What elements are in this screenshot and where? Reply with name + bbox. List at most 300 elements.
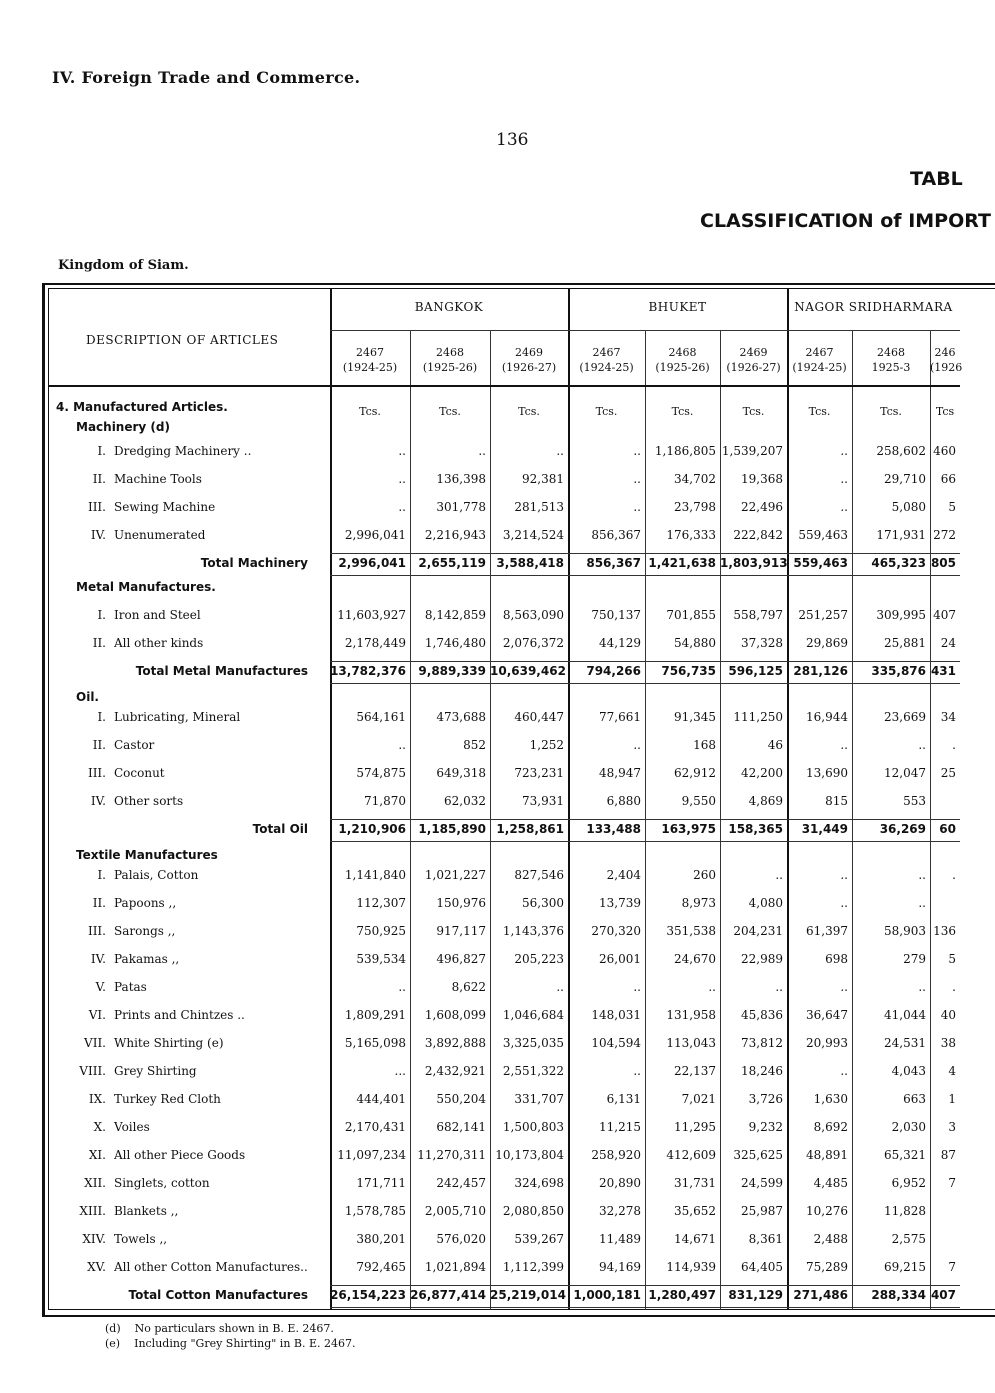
year-range: (1925-26) bbox=[655, 361, 710, 374]
row-label bbox=[74, 472, 202, 486]
value-cell: 148,031 bbox=[591, 1008, 641, 1022]
value-cell: .. bbox=[775, 868, 783, 882]
value-cell: 77,661 bbox=[599, 710, 641, 724]
value-cell: 205,223 bbox=[514, 952, 564, 966]
value-cell: .. bbox=[478, 444, 486, 458]
value-cell: 553 bbox=[903, 794, 926, 808]
value-cell: 380,201 bbox=[356, 1232, 406, 1246]
row-number: IV. bbox=[90, 952, 106, 966]
total-cell: 36,269 bbox=[879, 822, 926, 836]
value-cell: 24,531 bbox=[884, 1036, 926, 1050]
value-cell: 792,465 bbox=[356, 1260, 406, 1274]
row-number: I. bbox=[97, 444, 106, 458]
row-number: XIII. bbox=[79, 1204, 106, 1218]
value-cell: 682,141 bbox=[436, 1120, 486, 1134]
row-label bbox=[74, 528, 205, 542]
value-cell: 2,030 bbox=[891, 1120, 926, 1134]
group-header: NAGOR SRIDHARMARA bbox=[794, 300, 953, 314]
value-cell: 11,097,234 bbox=[337, 1148, 406, 1162]
value-cell: 40 bbox=[940, 1008, 956, 1022]
total-cell: 1,185,890 bbox=[418, 822, 486, 836]
total-rule bbox=[330, 1307, 960, 1308]
total-cell: 288,334 bbox=[871, 1288, 926, 1302]
year-header bbox=[568, 345, 645, 375]
value-cell: 35,652 bbox=[674, 1204, 716, 1218]
year-header bbox=[645, 345, 720, 375]
value-cell: 351,538 bbox=[666, 924, 716, 938]
year-range: 1925-3 bbox=[871, 361, 911, 374]
value-cell: 473,688 bbox=[436, 710, 486, 724]
total-cell: 26,154,223 bbox=[330, 1288, 406, 1302]
total-cell: 831,129 bbox=[728, 1288, 783, 1302]
value-cell: 1,578,785 bbox=[344, 1204, 406, 1218]
row-label bbox=[74, 924, 175, 938]
row-text: Other sorts bbox=[114, 794, 184, 808]
row-text: Patas bbox=[114, 980, 147, 994]
row-text: Voiles bbox=[114, 1120, 150, 1134]
total-cell: 9,889,339 bbox=[418, 664, 486, 678]
value-cell: 1,252 bbox=[529, 738, 564, 752]
value-cell: 260 bbox=[693, 868, 716, 882]
value-cell: 24,599 bbox=[741, 1176, 783, 1190]
value-cell: 2,488 bbox=[813, 1232, 848, 1246]
row-text: Lubricating, Mineral bbox=[114, 710, 241, 724]
value-cell: .. bbox=[840, 980, 848, 994]
value-cell: 10,276 bbox=[806, 1204, 848, 1218]
year-label: 2469 bbox=[515, 346, 543, 359]
year-range: (1924-25) bbox=[579, 361, 634, 374]
value-cell: 701,855 bbox=[666, 608, 716, 622]
value-cell: 301,778 bbox=[436, 500, 486, 514]
value-cell: . bbox=[952, 980, 956, 994]
value-cell: 48,947 bbox=[599, 766, 641, 780]
description-header: DESCRIPTION OF ARTICLES bbox=[86, 333, 279, 347]
value-cell: .. bbox=[840, 896, 848, 910]
value-cell: 45,836 bbox=[741, 1008, 783, 1022]
value-cell: 1,809,291 bbox=[344, 1008, 406, 1022]
value-cell: 3,892,888 bbox=[424, 1036, 486, 1050]
year-label: 2469 bbox=[739, 346, 768, 359]
value-cell: 750,925 bbox=[356, 924, 406, 938]
row-label bbox=[74, 896, 176, 910]
row-text: Sewing Machine bbox=[114, 500, 216, 514]
category-label: Oil. bbox=[76, 690, 99, 704]
row-number: VII. bbox=[84, 1036, 106, 1050]
value-cell: 325,625 bbox=[733, 1148, 783, 1162]
year-label: 2467 bbox=[592, 346, 621, 359]
value-cell: 16,944 bbox=[806, 710, 848, 724]
value-cell: 10,173,804 bbox=[495, 1148, 564, 1162]
row-number: V. bbox=[95, 980, 106, 994]
value-cell: 91,345 bbox=[674, 710, 716, 724]
value-cell: 62,032 bbox=[444, 794, 486, 808]
value-cell: 576,020 bbox=[436, 1232, 486, 1246]
value-cell: .. bbox=[840, 472, 848, 486]
unit-label: Tcs. bbox=[880, 405, 902, 418]
year-label: 2467 bbox=[356, 346, 384, 359]
total-rule bbox=[330, 819, 960, 820]
value-cell: 815 bbox=[825, 794, 848, 808]
value-cell: 29,869 bbox=[806, 636, 848, 650]
value-cell: 11,828 bbox=[884, 1204, 926, 1218]
value-cell: 75,289 bbox=[806, 1260, 848, 1274]
total-cell: 271,486 bbox=[793, 1288, 848, 1302]
total-cell: 10,639,462 bbox=[490, 664, 566, 678]
value-cell: 136,398 bbox=[436, 472, 486, 486]
row-label bbox=[74, 1036, 224, 1050]
value-cell: .. bbox=[633, 738, 641, 752]
row-number: I. bbox=[97, 710, 106, 724]
value-cell: 111,250 bbox=[733, 710, 783, 724]
row-number: II. bbox=[92, 472, 106, 486]
value-cell: 1,500,803 bbox=[502, 1120, 564, 1134]
row-text: Palais, Cotton bbox=[114, 868, 199, 882]
value-cell: 136 bbox=[933, 924, 956, 938]
value-cell: 331,707 bbox=[514, 1092, 564, 1106]
value-cell: 24 bbox=[940, 636, 956, 650]
row-number: IV. bbox=[90, 794, 106, 808]
row-text: Grey Shirting bbox=[114, 1064, 197, 1078]
value-cell: 8,142,859 bbox=[424, 608, 486, 622]
value-cell: 856,367 bbox=[591, 528, 641, 542]
row-label bbox=[74, 444, 251, 458]
year-label: 246 bbox=[934, 346, 956, 359]
value-cell: 258,602 bbox=[876, 444, 926, 458]
value-cell: 20,993 bbox=[806, 1036, 848, 1050]
value-cell: 20,890 bbox=[599, 1176, 641, 1190]
total-cell: 756,735 bbox=[661, 664, 716, 678]
total-cell: 407 bbox=[930, 1288, 956, 1302]
value-cell: 26,001 bbox=[599, 952, 641, 966]
value-cell: .. bbox=[398, 472, 406, 486]
value-cell: 412,609 bbox=[666, 1148, 716, 1162]
value-cell: 279 bbox=[903, 952, 926, 966]
row-label bbox=[74, 794, 183, 808]
value-cell: 539,267 bbox=[514, 1232, 564, 1246]
value-cell: 559,463 bbox=[798, 528, 848, 542]
value-cell: 66 bbox=[940, 472, 956, 486]
total-cell: 1,280,497 bbox=[648, 1288, 716, 1302]
footnote-text: Including "Grey Shirting" in B. E. 2467. bbox=[134, 1337, 356, 1350]
unit-label: Tcs. bbox=[595, 405, 618, 418]
row-text: All other Piece Goods bbox=[114, 1148, 246, 1162]
total-rule bbox=[330, 661, 960, 662]
category-label: Textile Manufactures bbox=[76, 848, 218, 862]
row-number: II. bbox=[92, 896, 106, 910]
value-cell: 11,215 bbox=[599, 1120, 641, 1134]
value-cell: 11,270,311 bbox=[417, 1148, 486, 1162]
value-cell: 4,043 bbox=[891, 1064, 926, 1078]
row-text: All other kinds bbox=[114, 636, 204, 650]
total-label: Total Oil bbox=[252, 822, 308, 836]
value-cell: ... bbox=[394, 1064, 406, 1078]
value-cell: 1,021,894 bbox=[424, 1260, 486, 1274]
value-cell: 574,875 bbox=[356, 766, 406, 780]
year-range: (1924-25) bbox=[342, 361, 398, 374]
row-number: IV. bbox=[90, 528, 106, 542]
row-label bbox=[74, 1092, 221, 1106]
total-cell: 3,588,418 bbox=[496, 556, 564, 570]
year-range: (1926 bbox=[930, 361, 963, 374]
value-cell: .. bbox=[398, 980, 406, 994]
year-range: (1924-25) bbox=[792, 361, 847, 374]
row-label bbox=[74, 608, 201, 622]
value-cell: 2,404 bbox=[606, 868, 641, 882]
total-cell: 1,421,638 bbox=[648, 556, 716, 570]
value-cell: .. bbox=[633, 980, 641, 994]
value-cell: 7,021 bbox=[681, 1092, 716, 1106]
row-label bbox=[74, 952, 179, 966]
value-cell: 1,186,805 bbox=[654, 444, 716, 458]
value-cell: 171,931 bbox=[876, 528, 926, 542]
value-cell: 204,231 bbox=[733, 924, 783, 938]
value-cell: 25 bbox=[940, 766, 956, 780]
value-cell: 1,141,840 bbox=[344, 868, 406, 882]
total-cell: 794,266 bbox=[586, 664, 641, 678]
row-label bbox=[74, 1260, 308, 1274]
total-cell: 431 bbox=[930, 664, 956, 678]
total-cell: 25,219,014 bbox=[490, 1288, 566, 1302]
value-cell: 9,232 bbox=[748, 1120, 783, 1134]
value-cell: 2,005,710 bbox=[424, 1204, 486, 1218]
value-cell: .. bbox=[918, 738, 926, 752]
value-cell: 13,690 bbox=[806, 766, 848, 780]
value-cell: 171,711 bbox=[356, 1176, 406, 1190]
total-cell: 1,210,906 bbox=[338, 822, 406, 836]
classification-title: CLASSIFICATION of IMPORT bbox=[700, 210, 991, 232]
footnote bbox=[105, 1322, 334, 1335]
value-cell: 56,300 bbox=[522, 896, 564, 910]
row-label bbox=[74, 1120, 150, 1134]
value-cell: .. bbox=[633, 1064, 641, 1078]
value-cell: .. bbox=[556, 980, 564, 994]
value-cell: 2,575 bbox=[891, 1232, 926, 1246]
value-cell: 37,328 bbox=[741, 636, 783, 650]
row-label bbox=[74, 1148, 245, 1162]
section-heading: IV. Foreign Trade and Commerce. bbox=[52, 68, 361, 87]
footnote bbox=[105, 1337, 356, 1350]
value-cell: 44,129 bbox=[599, 636, 641, 650]
value-cell: 58,903 bbox=[884, 924, 926, 938]
value-cell: .. bbox=[840, 1064, 848, 1078]
value-cell: 29,710 bbox=[884, 472, 926, 486]
row-number: X. bbox=[93, 1120, 106, 1134]
value-cell: 112,307 bbox=[356, 896, 406, 910]
year-range: (1926-27) bbox=[726, 361, 781, 374]
value-cell: .. bbox=[633, 444, 641, 458]
row-number: III. bbox=[87, 766, 106, 780]
value-cell: 25,881 bbox=[884, 636, 926, 650]
row-label bbox=[74, 1176, 210, 1190]
year-header bbox=[930, 345, 963, 375]
value-cell: 2,996,041 bbox=[344, 528, 406, 542]
value-cell: 104,594 bbox=[591, 1036, 641, 1050]
value-cell: 917,117 bbox=[436, 924, 486, 938]
value-cell: 8,563,090 bbox=[502, 608, 564, 622]
value-cell: 22,137 bbox=[674, 1064, 716, 1078]
row-text: Sarongs ,, bbox=[114, 924, 176, 938]
category-label: Machinery (d) bbox=[76, 420, 170, 434]
value-cell: 2,170,431 bbox=[344, 1120, 406, 1134]
value-cell: 113,043 bbox=[666, 1036, 716, 1050]
row-label bbox=[74, 500, 215, 514]
year-header bbox=[410, 345, 490, 375]
value-cell: 23,669 bbox=[884, 710, 926, 724]
value-cell: 25,987 bbox=[741, 1204, 783, 1218]
year-header bbox=[787, 345, 852, 375]
value-cell: 1,112,399 bbox=[502, 1260, 564, 1274]
row-number: II. bbox=[92, 738, 106, 752]
row-number: I. bbox=[97, 868, 106, 882]
value-cell: 11,295 bbox=[674, 1120, 716, 1134]
total-label: Total Machinery bbox=[200, 556, 308, 570]
header-rule bbox=[330, 330, 960, 331]
value-cell: 61,397 bbox=[806, 924, 848, 938]
value-cell: 11,603,927 bbox=[337, 608, 406, 622]
value-cell: 4,869 bbox=[748, 794, 783, 808]
total-rule bbox=[330, 841, 960, 842]
row-text: Papoons ,, bbox=[114, 896, 177, 910]
total-label: Total Metal Manufactures bbox=[135, 664, 308, 678]
value-cell: 4 bbox=[948, 1064, 956, 1078]
value-cell: 649,318 bbox=[436, 766, 486, 780]
value-cell: 564,161 bbox=[356, 710, 406, 724]
value-cell: 407 bbox=[933, 608, 956, 622]
footnote-text: No particulars shown in B. E. 2467. bbox=[134, 1322, 334, 1335]
value-cell: 496,827 bbox=[436, 952, 486, 966]
row-text: Prints and Chintzes .. bbox=[114, 1008, 245, 1022]
value-cell: 12,047 bbox=[884, 766, 926, 780]
row-text: Turkey Red Cloth bbox=[114, 1092, 221, 1106]
value-cell: 3 bbox=[948, 1120, 956, 1134]
value-cell: 94,169 bbox=[599, 1260, 641, 1274]
value-cell: 4,485 bbox=[813, 1176, 848, 1190]
row-text: All other Cotton Manufactures.. bbox=[114, 1260, 308, 1274]
value-cell: 2,216,943 bbox=[424, 528, 486, 542]
value-cell: 222,842 bbox=[733, 528, 783, 542]
year-header bbox=[490, 345, 568, 375]
footnote-mark: (d) bbox=[105, 1322, 121, 1335]
value-cell: 34 bbox=[940, 710, 956, 724]
total-rule bbox=[330, 575, 960, 576]
value-cell: .. bbox=[840, 738, 848, 752]
value-cell: 242,457 bbox=[436, 1176, 486, 1190]
total-cell: 26,877,414 bbox=[410, 1288, 486, 1302]
row-text: Singlets, cotton bbox=[114, 1176, 210, 1190]
value-cell: 6,131 bbox=[606, 1092, 641, 1106]
unit-label: Tcs. bbox=[439, 405, 461, 418]
value-cell: .. bbox=[840, 500, 848, 514]
total-cell: 281,126 bbox=[793, 664, 848, 678]
value-cell: 9,550 bbox=[681, 794, 716, 808]
row-number: VIII. bbox=[79, 1064, 106, 1078]
row-number: III. bbox=[87, 924, 106, 938]
value-cell: 539,534 bbox=[356, 952, 406, 966]
year-label: 2467 bbox=[805, 346, 834, 359]
value-cell: .. bbox=[840, 868, 848, 882]
value-cell: 62,912 bbox=[674, 766, 716, 780]
value-cell: 4,080 bbox=[748, 896, 783, 910]
value-cell: 558,797 bbox=[733, 608, 783, 622]
value-cell: 550,204 bbox=[436, 1092, 486, 1106]
row-label bbox=[74, 980, 147, 994]
total-cell: 13,782,376 bbox=[330, 664, 406, 678]
value-cell: 46 bbox=[767, 738, 783, 752]
value-cell: .. bbox=[775, 980, 783, 994]
value-cell: . bbox=[952, 738, 956, 752]
row-text: Machine Tools bbox=[114, 472, 202, 486]
value-cell: 2,178,449 bbox=[344, 636, 406, 650]
value-cell: .. bbox=[840, 444, 848, 458]
value-cell: 18,246 bbox=[741, 1064, 783, 1078]
value-cell: 92,381 bbox=[522, 472, 564, 486]
value-cell: .. bbox=[398, 500, 406, 514]
total-cell: 596,125 bbox=[728, 664, 783, 678]
unit-label: Tcs. bbox=[671, 405, 694, 418]
value-cell: 11,489 bbox=[599, 1232, 641, 1246]
table-title: TABL bbox=[910, 168, 963, 190]
value-cell: 13,739 bbox=[599, 896, 641, 910]
value-cell: 1,046,684 bbox=[502, 1008, 564, 1022]
value-cell: .. bbox=[918, 868, 926, 882]
row-text: Castor bbox=[114, 738, 155, 752]
value-cell: 73,812 bbox=[741, 1036, 783, 1050]
total-cell: 805 bbox=[930, 556, 956, 570]
row-label bbox=[74, 1064, 197, 1078]
total-cell: 465,323 bbox=[871, 556, 926, 570]
row-number: I. bbox=[97, 608, 106, 622]
unit-label: Tcs. bbox=[518, 405, 540, 418]
total-label: Total Cotton Manufactures bbox=[128, 1288, 308, 1302]
value-cell: 270,320 bbox=[591, 924, 641, 938]
row-label bbox=[74, 636, 203, 650]
value-cell: .. bbox=[918, 980, 926, 994]
unit-label: Tcs. bbox=[808, 405, 831, 418]
value-cell: 5 bbox=[948, 952, 956, 966]
row-number: XI. bbox=[88, 1148, 106, 1162]
value-cell: 827,546 bbox=[514, 868, 564, 882]
total-cell: 335,876 bbox=[871, 664, 926, 678]
year-range: (1925-26) bbox=[422, 361, 478, 374]
value-cell: 8,973 bbox=[681, 896, 716, 910]
value-cell: 24,670 bbox=[674, 952, 716, 966]
value-cell: 1,539,207 bbox=[721, 444, 783, 458]
row-text: White Shirting (e) bbox=[114, 1036, 224, 1050]
row-text: Blankets ,, bbox=[114, 1204, 179, 1218]
value-cell: 272 bbox=[933, 528, 956, 542]
value-cell: 14,671 bbox=[674, 1232, 716, 1246]
value-cell: 1,746,480 bbox=[424, 636, 486, 650]
row-label bbox=[74, 738, 154, 752]
value-cell: 22,496 bbox=[741, 500, 783, 514]
year-label: 2468 bbox=[668, 346, 697, 359]
row-number: III. bbox=[87, 500, 106, 514]
row-number: IX. bbox=[88, 1092, 106, 1106]
value-cell: 6,952 bbox=[891, 1176, 926, 1190]
page-number: 136 bbox=[496, 130, 529, 150]
row-label bbox=[74, 1008, 245, 1022]
total-rule bbox=[330, 553, 960, 554]
value-cell: 36,647 bbox=[806, 1008, 848, 1022]
value-cell: 42,200 bbox=[741, 766, 783, 780]
value-cell: 54,880 bbox=[674, 636, 716, 650]
value-cell: 1 bbox=[948, 1092, 956, 1106]
value-cell: 2,432,921 bbox=[424, 1064, 486, 1078]
value-cell: 71,870 bbox=[364, 794, 406, 808]
section-title: 4. Manufactured Articles. bbox=[56, 400, 228, 414]
value-cell: 38 bbox=[940, 1036, 956, 1050]
country-label: Kingdom of Siam. bbox=[58, 258, 189, 273]
